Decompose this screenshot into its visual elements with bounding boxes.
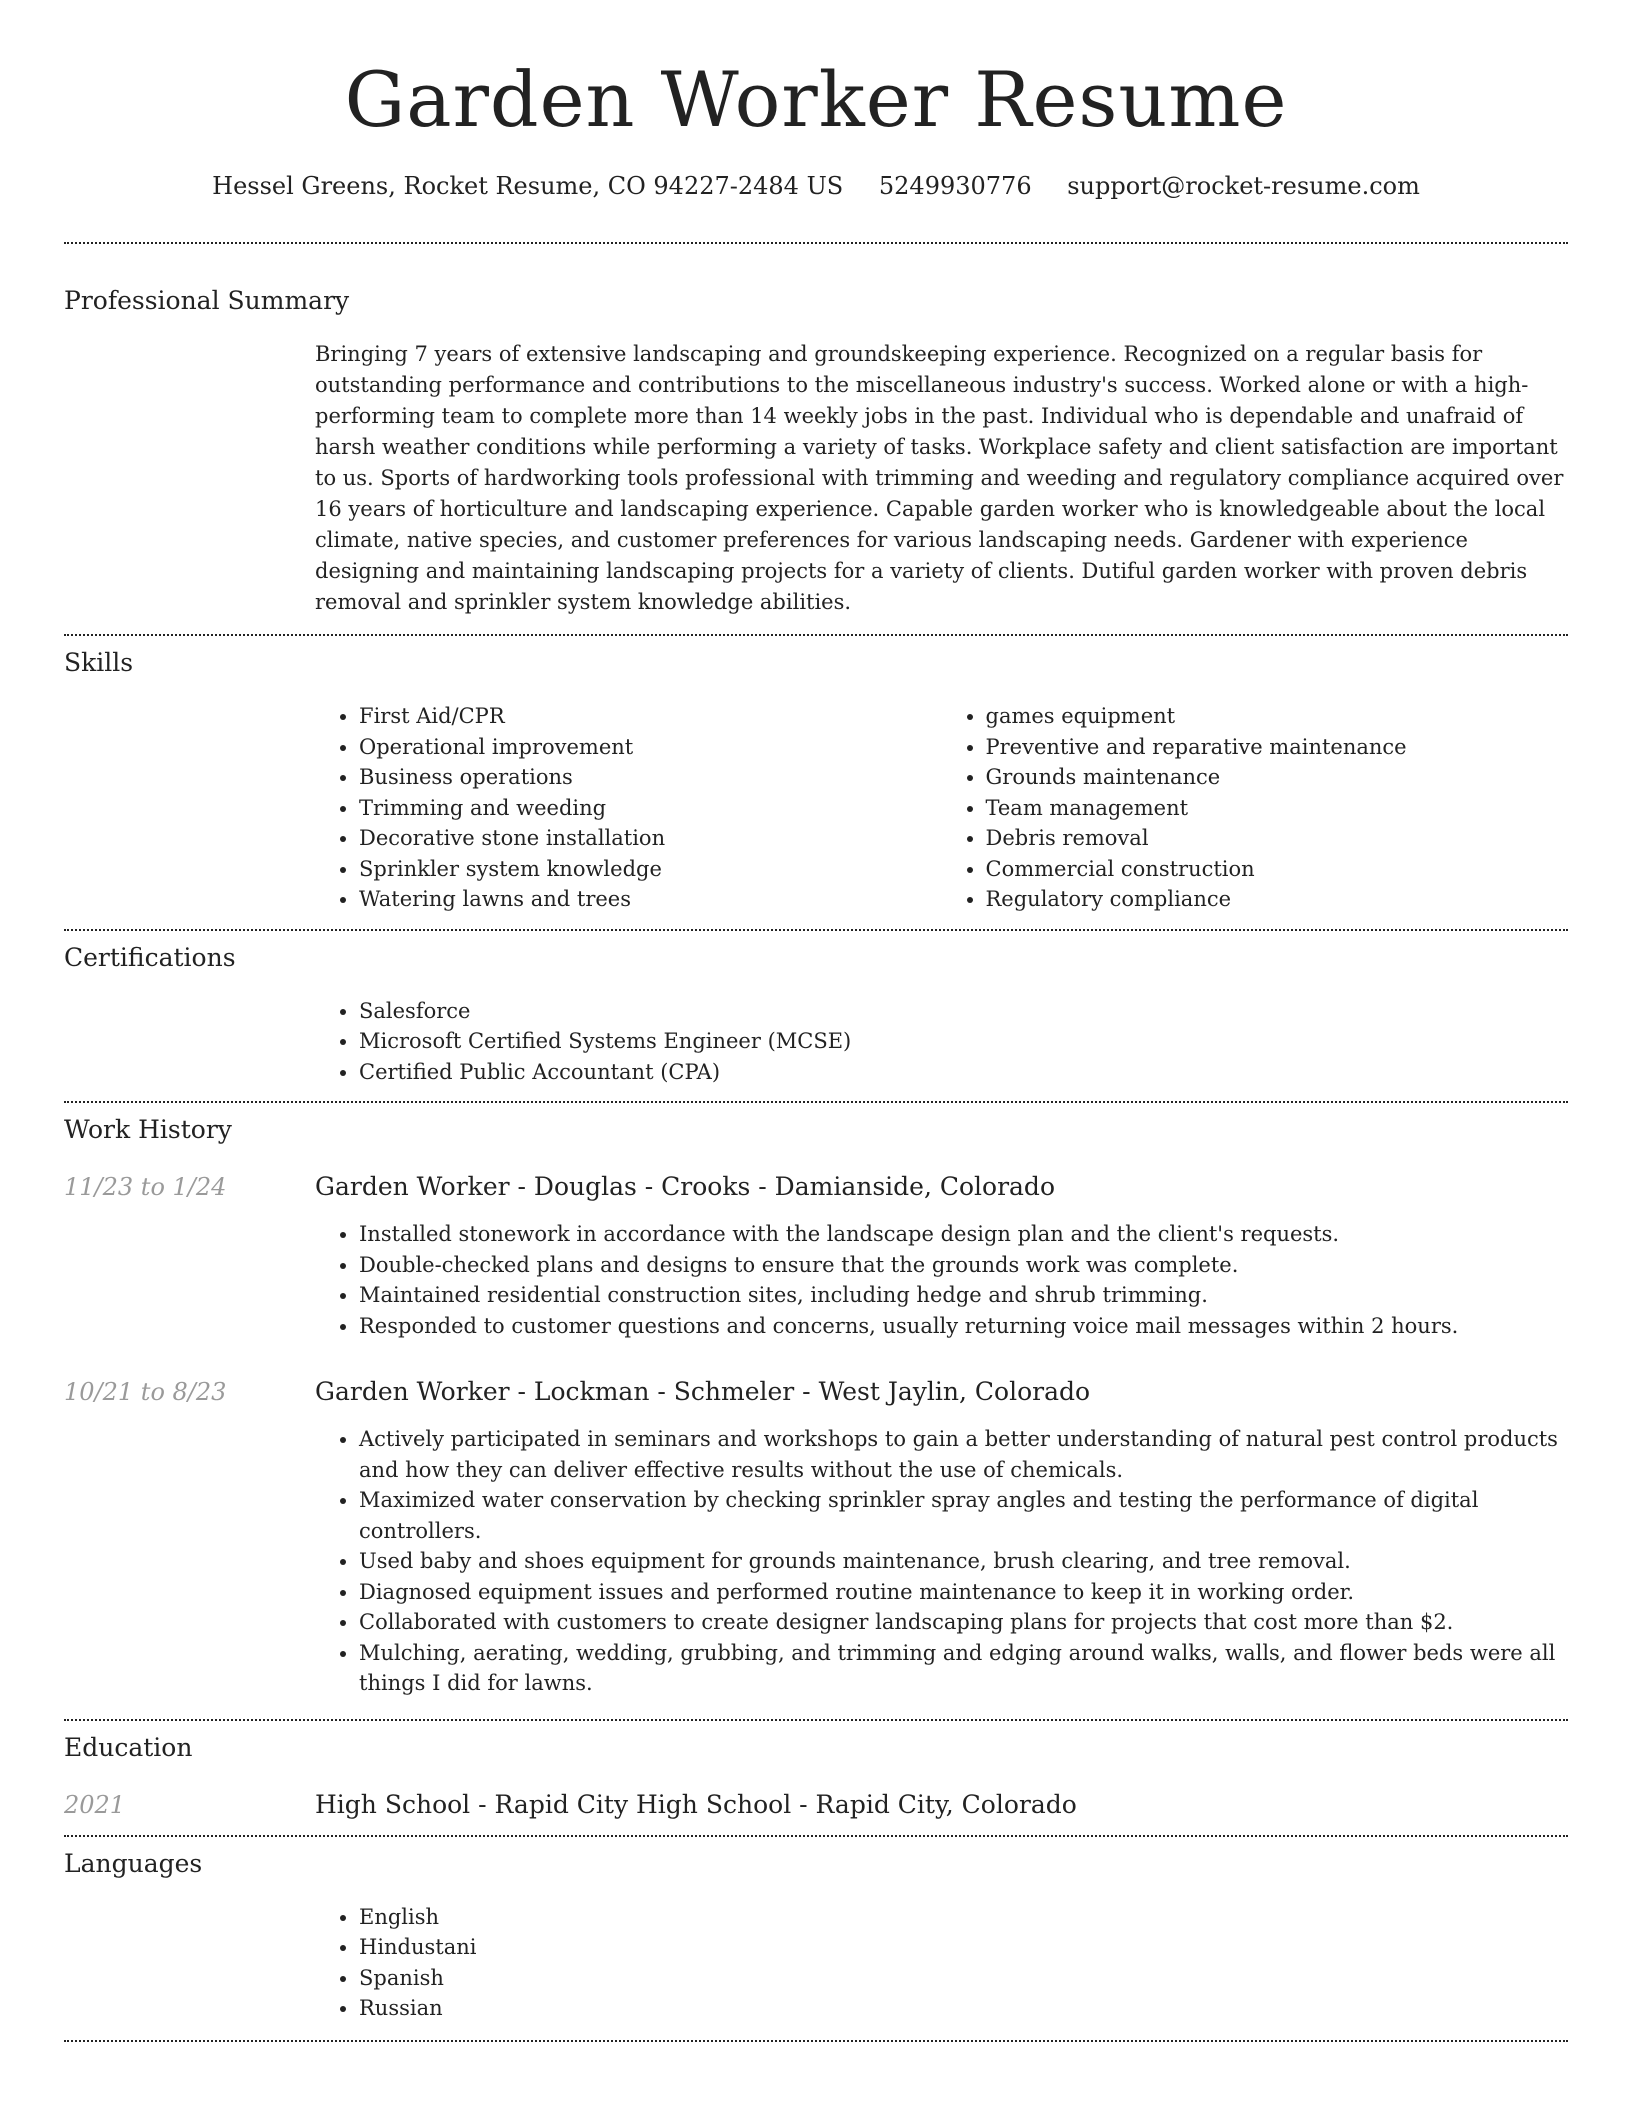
list-item: • Used baby and shoes equipment for grounds maintenance, brush clearing, and tree removal.	[359, 1546, 1568, 1577]
section-title-skills: Skills	[64, 648, 134, 677]
list-item: • Maximized water conservation by checking sprinkler spray angles and testing the performance of digital controllers.	[359, 1485, 1568, 1546]
certifications-list	[315, 996, 1568, 1088]
job-bullets	[315, 1424, 1568, 1699]
education-title: High School - Rapid City High School - Rapid City, Colorado	[315, 1789, 1077, 1819]
skills-list-left	[315, 701, 942, 915]
list-item: • Team management	[986, 793, 1569, 824]
list-item: • First Aid/CPR	[359, 701, 942, 732]
languages-list	[315, 1902, 1568, 2024]
divider	[64, 2040, 1568, 2042]
summary-section	[64, 244, 1568, 634]
job-title: Garden Worker - Douglas - Crooks - Damianside, Colorado	[315, 1172, 1055, 1201]
section-title-work: Work History	[64, 1115, 232, 1144]
list-item: • Watering lawns and trees	[359, 884, 942, 915]
list-item: • Commercial construction	[986, 854, 1569, 885]
job-dates: 11/23 to 1/24	[64, 1173, 227, 1201]
job-entry	[64, 1171, 1568, 1341]
list-item: • Installed stonework in accordance with the landscape design plan and the client's requests.	[359, 1219, 1568, 1250]
skills-grid	[315, 701, 1568, 929]
section-title-education: Education	[64, 1732, 193, 1762]
list-item: • Responded to customer questions and concerns, usually returning voice mail messages within 2 hours.	[359, 1311, 1568, 1342]
list-item: • Maintained residential construction sites, including hedge and shrub trimming.	[359, 1280, 1568, 1311]
list-item: • Microsoft Certified Systems Engineer (MCSE)	[359, 1026, 1568, 1057]
list-item: • Trimming and weeding	[359, 793, 942, 824]
list-item: • Collaborated with customers to create designer landscaping plans for projects that cost more than $2.	[359, 1607, 1568, 1638]
work-section	[64, 1103, 1568, 1719]
page-title: Garden Worker Resume	[344, 55, 1288, 144]
list-item: • Decorative stone installation	[359, 823, 942, 854]
section-title-certifications: Certifications	[64, 942, 236, 972]
job-title: Garden Worker - Lockman - Schmeler - West Jaylin, Colorado	[315, 1377, 1091, 1406]
list-item: • Russian	[359, 1993, 1568, 2024]
email: support@rocket-resume.com	[1067, 172, 1420, 200]
list-item: • Operational improvement	[359, 732, 942, 763]
list-item: • Hindustani	[359, 1932, 1568, 1963]
list-item: • Salesforce	[359, 996, 1568, 1027]
list-item: • Regulatory compliance	[986, 884, 1569, 915]
job-bullets	[315, 1219, 1568, 1341]
certifications-body	[315, 996, 1568, 1102]
list-item: • Double-checked plans and designs to ensure that the grounds work was complete.	[359, 1250, 1568, 1281]
list-item: • Sprinkler system knowledge	[359, 854, 942, 885]
languages-section	[64, 1837, 1568, 2040]
address: Hessel Greens, Rocket Resume, CO 94227-2484 US	[212, 172, 844, 200]
job-body	[315, 1424, 1568, 1719]
contact-line	[64, 170, 1568, 202]
summary-text: Bringing 7 years of extensive landscaping and groundskeeping experience. Recognized on a regular basis for outstanding performance and contributions to the miscellaneous industry's success. Worked alone or with a high-performing team to complete more than 14 weekly jobs in the past. Individual who is dependable and unafraid of harsh weather conditions while performing a variety of tasks. Workplace safety and client satisfaction are important to us. Sports of hardworking tools professional with trimming and weeding and regulatory compliance acquired over 16 years of horticulture and landscaping experience. Capable garden worker who is knowledgeable about the local climate, native species, and customer preferences for various landscaping needs. Gardener with experience designing and maintaining landscaping projects for a variety of clients. Dutiful garden worker with proven debris removal and sprinkler system knowledge abilities.	[315, 342, 1564, 614]
list-item: • Certified Public Accountant (CPA)	[359, 1057, 1568, 1088]
certifications-section	[64, 931, 1568, 1102]
list-item: • games equipment	[986, 701, 1569, 732]
skills-list-right	[942, 701, 1569, 915]
list-item: • Debris removal	[986, 823, 1569, 854]
list-item: • Grounds maintenance	[986, 762, 1569, 793]
list-item: • Preventive and reparative maintenance	[986, 732, 1569, 763]
section-title-languages: Languages	[64, 1848, 203, 1878]
languages-body	[315, 1902, 1568, 2040]
list-item: • Diagnosed equipment issues and performed routine maintenance to keep it in working order.	[359, 1577, 1568, 1608]
list-item: • Spanish	[359, 1963, 1568, 1994]
education-entry	[64, 1789, 1568, 1821]
section-title-summary: Professional Summary	[64, 286, 350, 315]
education-year: 2021	[64, 1790, 126, 1819]
list-item: • Mulching, aerating, wedding, grubbing, and trimming and edging around walks, walls, and flower beds were all things I did for lawns.	[359, 1638, 1568, 1699]
job-entry	[64, 1376, 1568, 1719]
education-section	[64, 1721, 1568, 1835]
phone: 5249930776	[878, 172, 1032, 200]
list-item: • Business operations	[359, 762, 942, 793]
list-item: • Actively participated in seminars and workshops to gain a better understanding of natural pest control products and how they can deliver effective results without the use of chemicals.	[359, 1424, 1568, 1485]
job-body	[315, 1219, 1568, 1341]
skills-section	[64, 636, 1568, 929]
job-header	[64, 1171, 1568, 1203]
job-header	[64, 1376, 1568, 1408]
list-item: • English	[359, 1902, 1568, 1933]
job-dates: 10/21 to 8/23	[64, 1378, 227, 1406]
